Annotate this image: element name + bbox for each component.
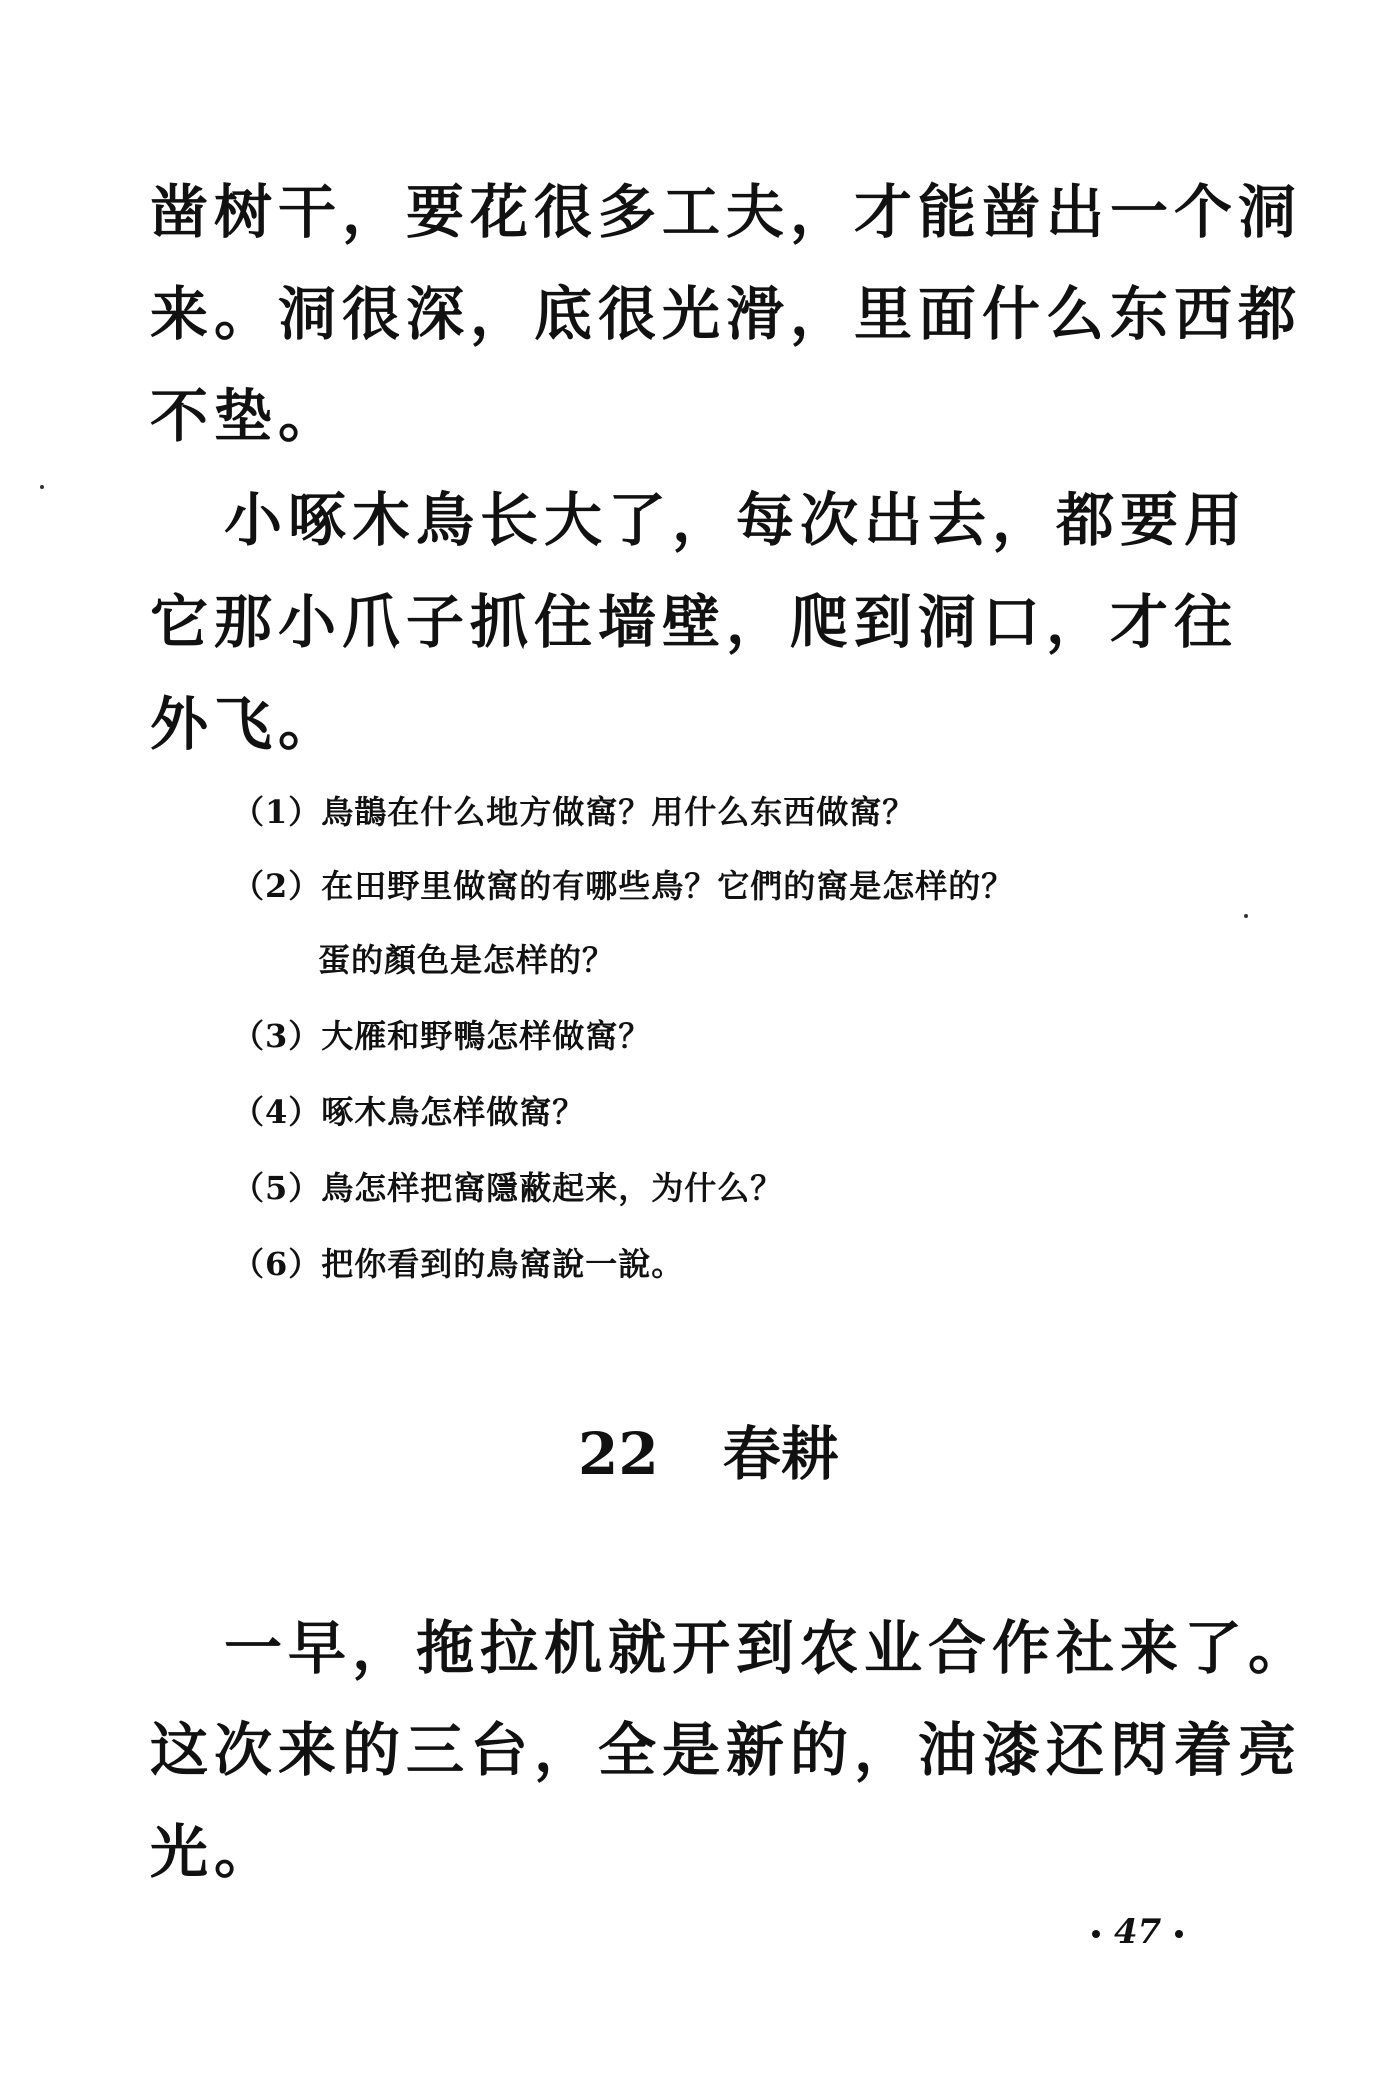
paragraph-1-line-2: 来。洞很深，底很光滑，里面什么东西都	[150, 280, 1303, 348]
question-5: （5）鳥怎样把窩隱蔽起来，为什么？	[232, 1169, 784, 1207]
question-2: （2）在田野里做窩的有哪些鳥？它們的窩是怎样的？	[232, 867, 1015, 905]
question-1: （1）鳥鵲在什么地方做窩？用什么东西做窩？	[232, 793, 916, 831]
paragraph-2-line-2: 它那小爪子抓住墙壁，爬到洞口，才往	[150, 588, 1239, 656]
paragraph-2-line-1: 小啄木鳥长大了，每次出去，都要用	[224, 486, 1249, 554]
paragraph-1-line-3: 不垫。	[150, 382, 343, 450]
lesson-text-line-3: 光。	[150, 1818, 279, 1886]
page-number-footer	[1078, 1912, 1197, 1952]
scan-speck	[1244, 914, 1248, 918]
lesson-number: 22	[578, 1420, 659, 1488]
bullet-dot-icon	[1092, 1930, 1100, 1938]
question-2-continuation: 蛋的顏色是怎样的？	[318, 941, 616, 979]
question-6: （6）把你看到的鳥窩說一說。	[232, 1245, 685, 1283]
lesson-title: 春耕	[722, 1420, 839, 1488]
lesson-heading	[578, 1418, 839, 1490]
page-number: 47	[1114, 1912, 1162, 1952]
paragraph-1-line-1: 凿树干，要花很多工夫，才能凿出一个洞	[150, 178, 1303, 246]
paragraph-2-line-3: 外飞。	[150, 690, 343, 758]
lesson-text-line-2: 这次来的三台，全是新的，油漆还閃着亮	[150, 1716, 1303, 1784]
scan-speck	[40, 485, 44, 489]
lesson-text-line-1: 一早，拖拉机就开到农业合作社来了。	[224, 1614, 1313, 1682]
bullet-dot-icon	[1175, 1930, 1183, 1938]
question-4: （4）啄木鳥怎样做窩？	[232, 1093, 586, 1131]
question-3: （3）大雁和野鴨怎样做窩？	[232, 1017, 652, 1055]
